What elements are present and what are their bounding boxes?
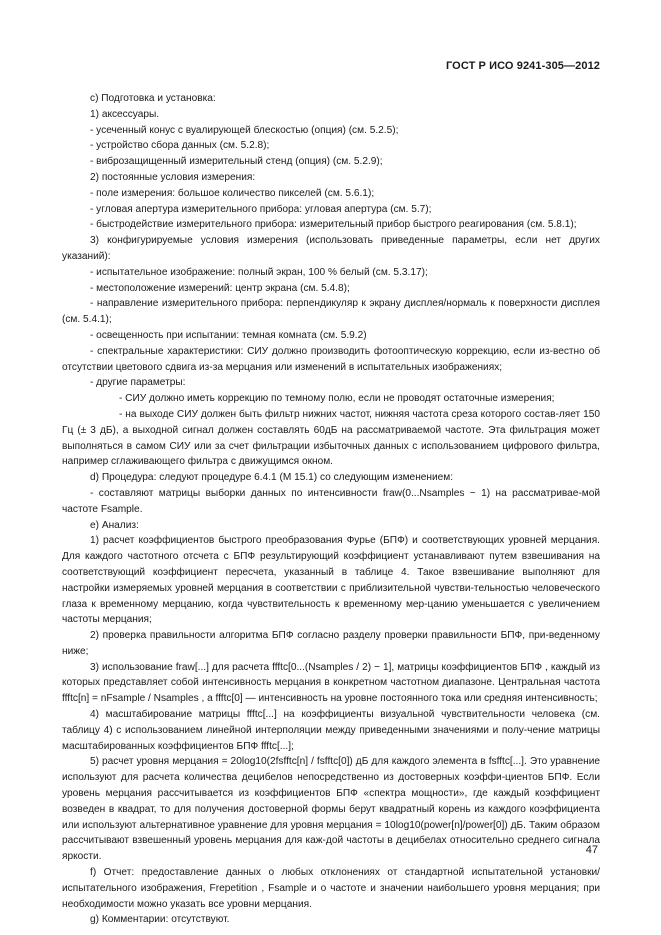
paragraph: - виброзащищенный измерительный стенд (опция) (см. 5.2.9);: [90, 156, 383, 168]
paragraph: - освещенность при испытании: темная комната (см. 5.9.2): [90, 329, 367, 341]
paragraph: 2) проверка правильности алгоритма БПФ согласно разделу проверки правильности БПФ, при-веденному ниже;: [62, 630, 600, 657]
paragraph: - составляют матрицы выборки данных по интенсивности fraw(0...Nsamples − 1) на рассматривае-мой частоте Fsample.: [62, 487, 600, 515]
paragraph: - усеченный конус с вуалирующей блескостью (опция) (см. 5.2.5);: [90, 124, 399, 136]
paragraph: - местоположение измерений: центр экрана (см. 5.4.8);: [90, 282, 350, 294]
paragraph: g) Комментарии: отсутствуют.: [90, 914, 230, 926]
page-content: [62, 91, 600, 928]
paragraph: 1) аксессуары.: [90, 108, 160, 120]
paragraph: - спектральные характеристики: СИУ должно производить фотооптическую коррекцию, если из-вестно об отсутствии цветового сдвига из-за мерцания или изменений в испытательных изображениях;: [62, 345, 600, 373]
paragraph: 3) конфигурируемые условия измерения (использовать приведенные параметры, если нет других указаний):: [62, 235, 600, 262]
page-number: 47: [585, 844, 598, 856]
paragraph: - направление измерительного прибора: перпендикуляр к экрану дисплея/нормаль к поверхности дисплея (см. 5.4.1);: [62, 298, 600, 326]
paragraph: - СИУ должно иметь коррекцию по темному полю, если не проводят остаточные измерения;: [119, 393, 555, 405]
paragraph: - угловая апертура измерительного прибора: угловая апертура (см. 5.7);: [90, 203, 432, 215]
paragraph: 4) масштабирование матрицы ffftc[...] на коэффициенты визуальной чувствительности человека (см. таблицу 4) с использованием линейной интерполяции между приведенными значениями и полу-чение матрицы масштабированных коэффициентов БПФ ffftc[...];: [62, 709, 600, 752]
paragraph: 2) постоянные условия измерения:: [90, 171, 256, 183]
paragraph: 3) использование fraw[...] для расчета ffftc[0...(Nsamples / 2) − 1], матрицы коэффициентов БПФ , каждый из которых представляет собой интенсивность мерцания в конкретном частотном диапазоне. Центральная частота ffftc[n] = nFsample / Nsamples , а ffftc[0] — интенсивность на уровне постоянного тока или средняя интенсивность;: [62, 661, 600, 705]
standard-header: ГОСТ Р ИСО 9241-305—2012: [445, 60, 600, 72]
paragraph: f) Отчет: предоставление данных о любых отклонениях от стандартной испытательной установки/ испытательного изображения, Frepetition , Fsample и о частоте и значении наибольшего уровня мерцания; при необходимости можно указать все уровни мерцания.: [62, 867, 600, 910]
paragraph: c) Подготовка и установка:: [90, 93, 216, 104]
paragraph: 5) расчет уровня мерцания = 20log10(2fsfftc[n] / fsfftc[0]) дБ для каждого элемента в fsfftc[...]. Это уравнение используют для расчета количества децибелов непосредственно из достоверных коэффи-циентов БПФ. Если уровень мерцания рассчитывается из коэффициентов БПФ «спектра мощности», где каждый коэффициент возведен в квадрат, то для получения достоверной формы берут квадратный корень из каждого коэффициента или используют альтернативное уравнение для уровня мерцания = 10log10(power[n]/power[0]) дБ. Таким образом рассчитывают взвешенный уровень мерцания для каж-дой частоты в децибелах относительно среднего сигнала яркости.: [62, 756, 600, 863]
paragraph: - поле измерения: большое количество пикселей (см. 5.6.1);: [90, 187, 375, 199]
paragraph: - другие параметры:: [90, 377, 186, 389]
paragraph: - на выходе СИУ должен быть фильтр нижних частот, нижняя частота среза которого состав-ляет 150 Гц (± 3 дБ), а выходной сигнал должен составлять 60дБ на рассматриваемой частоте. Эта фильтрация может выполняться в самом СИУ или за счет фильтрации избыточных данных с использованием цифрового фильтра, например сглаживающего фильтра с движущимся окном.: [62, 408, 600, 468]
paragraph: - испытательное изображение: полный экран, 100 % белый (см. 5.3.17);: [90, 266, 428, 278]
paragraph: d) Процедура: следуют процедуре 6.4.1 (М 15.1) со следующим изменением:: [90, 472, 454, 484]
paragraph: e) Анализ:: [90, 519, 139, 531]
paragraph: - быстродействие измерительного прибора: измерительный прибор быстрого реагирования (см. 5.8.1);: [90, 219, 577, 231]
paragraph: - устройство сбора данных (см. 5.2.8);: [90, 140, 270, 152]
paragraph: 1) расчет коэффициентов быстрого преобразования Фурье (БПФ) и соответствующих уровней мерцания. Для каждого частотного отсчета с БПФ результирующий коэффициент устанавливают путем взвешивания на соответствующий коэффициент пересчета, указанный в таблице 4. Такое взвешивание выполняют для настройки измеряемых уровней мерцания в соответствии с приблизительной чувстви-тельностью человеческого глаза к временному мерцанию, когда чувствительность к временному мер-цанию уменьшается с увеличением частоты мерцания;: [62, 535, 600, 626]
